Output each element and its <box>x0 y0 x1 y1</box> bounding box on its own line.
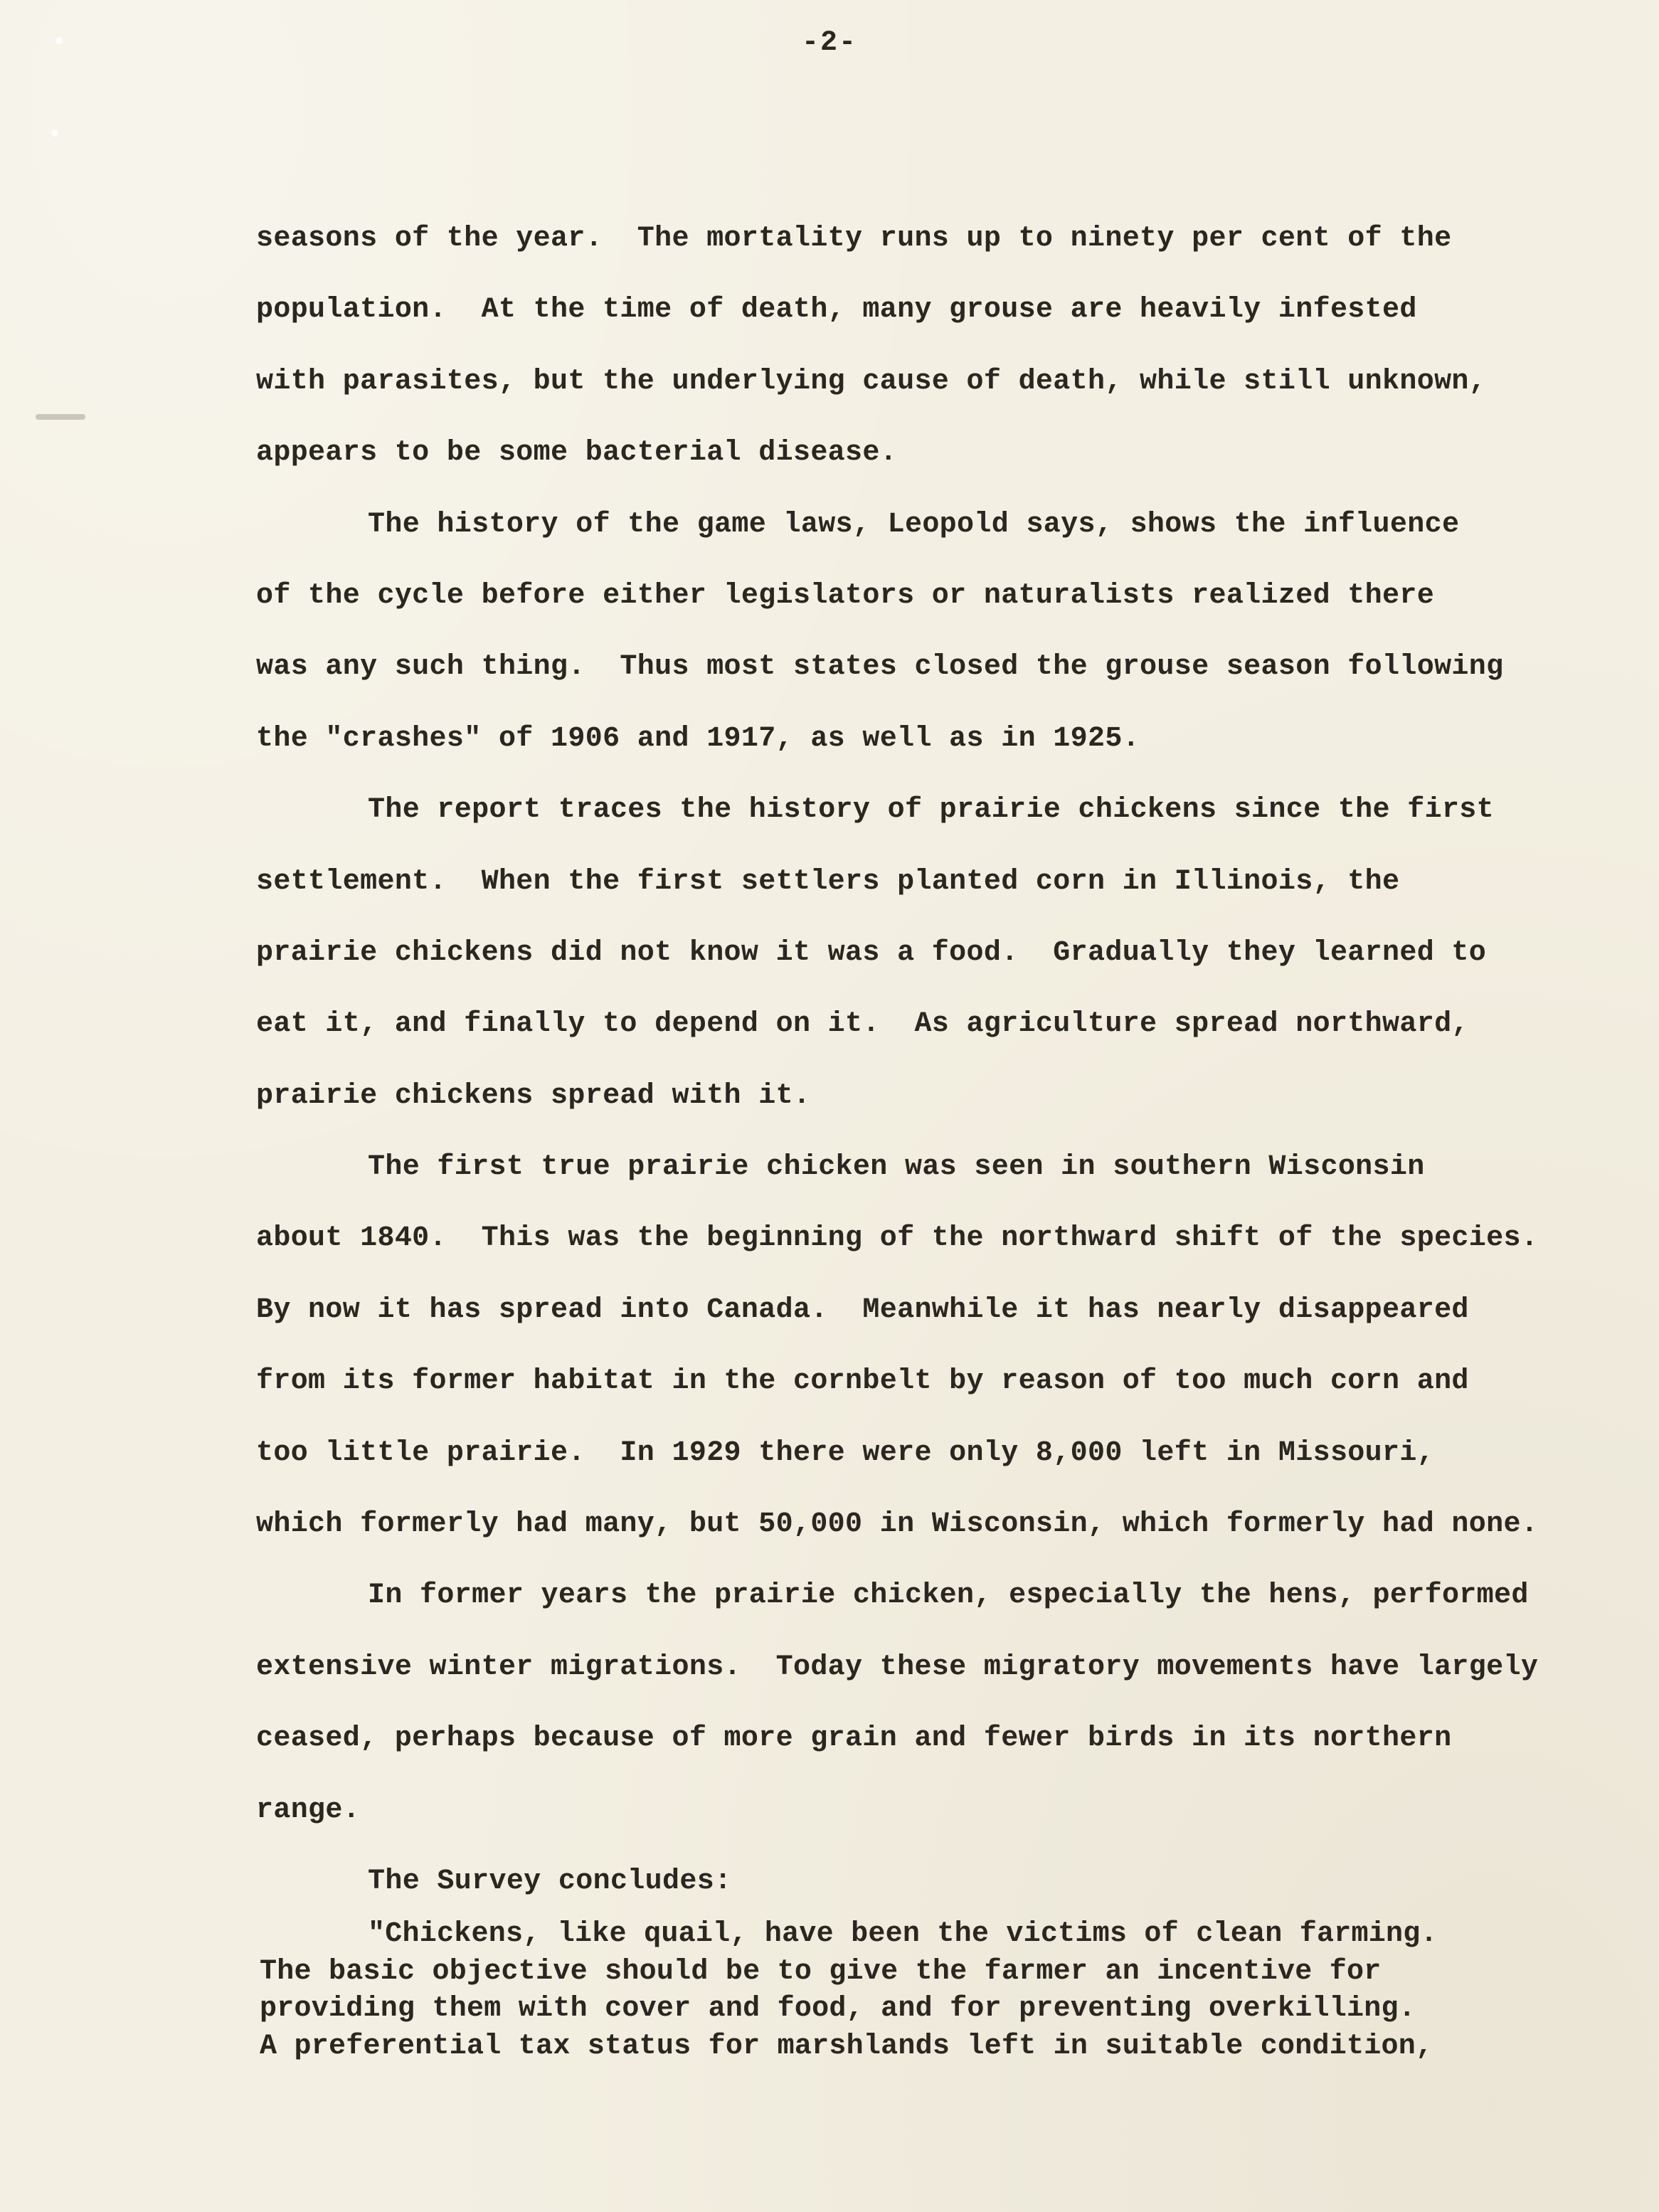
body-text <box>256 203 1594 1917</box>
text-line: The Survey concludes: <box>368 1865 732 1898</box>
quote-line: The basic objective should be to give the farmer an incentive for <box>260 1955 1382 1988</box>
text-line: In former years the prairie chicken, especially the hens, performed <box>368 1579 1529 1612</box>
text-line: eat it, and finally to depend on it. As agriculture spread northward, <box>256 1008 1469 1041</box>
text-line: appears to be some bacterial disease. <box>256 437 898 470</box>
text-line: with parasites, but the underlying cause of death, while still unknown, <box>256 365 1487 398</box>
text-line: The report traces the history of prairie chickens since the first <box>368 794 1495 827</box>
text-line: range. <box>256 1794 361 1826</box>
text-line: The first true prairie chicken was seen in southern Wisconsin <box>368 1151 1425 1184</box>
text-line: was any such thing. Thus most states closed the grouse season following <box>256 651 1504 684</box>
quote-line: providing them with cover and food, and for preventing overkilling. <box>260 1993 1416 2025</box>
page-number: -2- <box>801 27 857 59</box>
text-line: population. At the time of death, many grouse are heavily infested <box>256 294 1417 327</box>
paper-smudge <box>36 414 85 420</box>
paper-speck <box>51 129 58 137</box>
text-line: settlement. When the first settlers planted corn in Illinois, the <box>256 865 1400 898</box>
text-line: prairie chickens spread with it. <box>256 1079 811 1112</box>
text-line: too little prairie. In 1929 there were only 8,000 left in Missouri, <box>256 1436 1435 1469</box>
text-line: By now it has spread into Canada. Meanwhile it has nearly disappeared <box>256 1293 1469 1326</box>
text-line: ceased, perhaps because of more grain and fewer birds in its northern <box>256 1722 1452 1755</box>
text-line: the "crashes" of 1906 and 1917, as well as in 1925. <box>256 722 1140 755</box>
text-line: of the cycle before either legislators or naturalists realized there <box>256 579 1435 612</box>
text-line: The history of the game laws, Leopold says, shows the influence <box>368 508 1460 541</box>
text-line: about 1840. This was the beginning of the northward shift of the species. <box>256 1222 1539 1255</box>
text-line: extensive winter migrations. Today these migratory movements have largely <box>256 1651 1539 1683</box>
text-line: prairie chickens did not know it was a food. Gradually they learned to <box>256 936 1487 969</box>
quote-line: A preferential tax status for marshlands left in suitable condition, <box>260 2030 1433 2063</box>
quote-line: "Chickens, like quail, have been the victims of clean farming. <box>368 1918 1438 1950</box>
block-quote <box>260 1916 1597 2065</box>
text-line: which formerly had many, but 50,000 in Wisconsin, which formerly had none. <box>256 1508 1539 1541</box>
text-line: seasons of the year. The mortality runs up to ninety per cent of the <box>256 223 1452 255</box>
text-line: from its former habitat in the cornbelt by reason of too much corn and <box>256 1365 1469 1398</box>
